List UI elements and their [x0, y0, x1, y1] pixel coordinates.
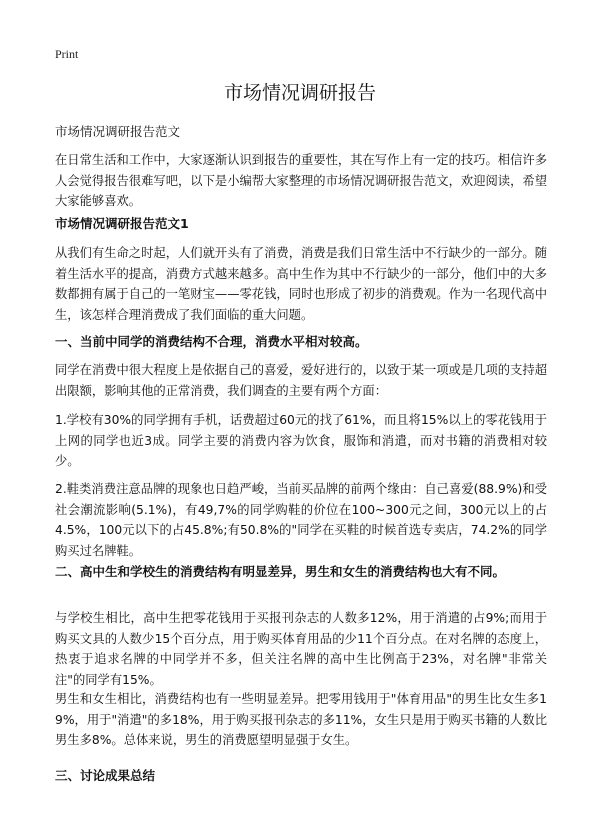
paragraph-2: 同学在消费中很大程度上是依据自己的喜爱，爱好进行的，以致于某一项或是几项的支持超出限额，影响其他的正常消费，我们调查的主要有两个方面：: [55, 363, 547, 398]
heading-2: 二、高中生和学校生的消费结构有明显差异，男生和女生的消费结构也大有不同。: [55, 564, 506, 579]
heading-1: 一、当前中同学的消费结构不合理，消费水平相对较高。: [55, 334, 368, 349]
section-title: 市场情况调研报告范文1: [55, 216, 189, 231]
intro-paragraph: 在日常生活和工作中，大家逐渐认识到报告的重要性，其在写作上有一定的技巧。相信许多人会觉得报告很难写吧，以下是小编帮大家整理的市场情况调研报告范文，欢迎阅读，希望大家能够喜欢。: [55, 153, 547, 208]
paragraph-4: 2.鞋类消费注意品牌的现象也日趋严峻，当前买品牌的前两个缘由：自己喜爱(88.9%)和受社会潮流影响(5.1%)，有49,7%的同学购鞋的价位在100~300元之间，300元以上的占4.5%，100元以下的占45.8%;有50.8%的"同学在买鞋的时候首选专卖店，74.2%的同学购买过名牌鞋。: [55, 482, 547, 558]
heading-3: 三、讨论成果总结: [55, 768, 156, 783]
paragraph-6: 男生和女生相比，消费结构也有一些明显差异。把零用钱用于"体育用品"的男生比女生多19%，用于"消遣"的多18%，用于购买报刊杂志的多11%，女生只是用于购买书籍的人数比男生多8%。总体来说，男生的消费愿望明显强于女生。: [55, 692, 547, 747]
document-subtitle: 市场情况调研报告范文: [55, 124, 181, 139]
paragraph-3: 1.学校有30%的同学拥有手机，话费超过60元的找了61%，而且将15%以上的零花钱用于上网的同学也近3成。同学主要的消费内容为饮食，服饰和消遣，而对书籍的消费相对较少。: [55, 413, 547, 468]
page-title: 市场情况调研报告: [223, 82, 376, 104]
paragraph-5: 与学校生相比，高中生把零花钱用于买报刊杂志的人数多12%，用于消遣的占9%;而用于购买文具的人数少15个百分点，用于购买体育用品的少11个百分点。在对名牌的态度上，热衷于追求名牌的中同学并不多，但关注名牌的高中生比例高于23%，对名牌"非常关注"的同学有15%。: [55, 611, 547, 687]
print-label[interactable]: Print: [55, 47, 79, 61]
paragraph-1: 从我们有生命之时起，人们就开头有了消费，消费是我们日常生活中不行缺少的一部分。随着生活水平的提高，消费方式越来越多。高中生作为其中不行缺少的一部分，他们中的大多数都拥有属于自己的一笔财宝——零花钱，同时也形成了初步的消费观。作为一名现代高中生，该怎样合理消费成了我们面临的重大问题。: [55, 246, 547, 322]
